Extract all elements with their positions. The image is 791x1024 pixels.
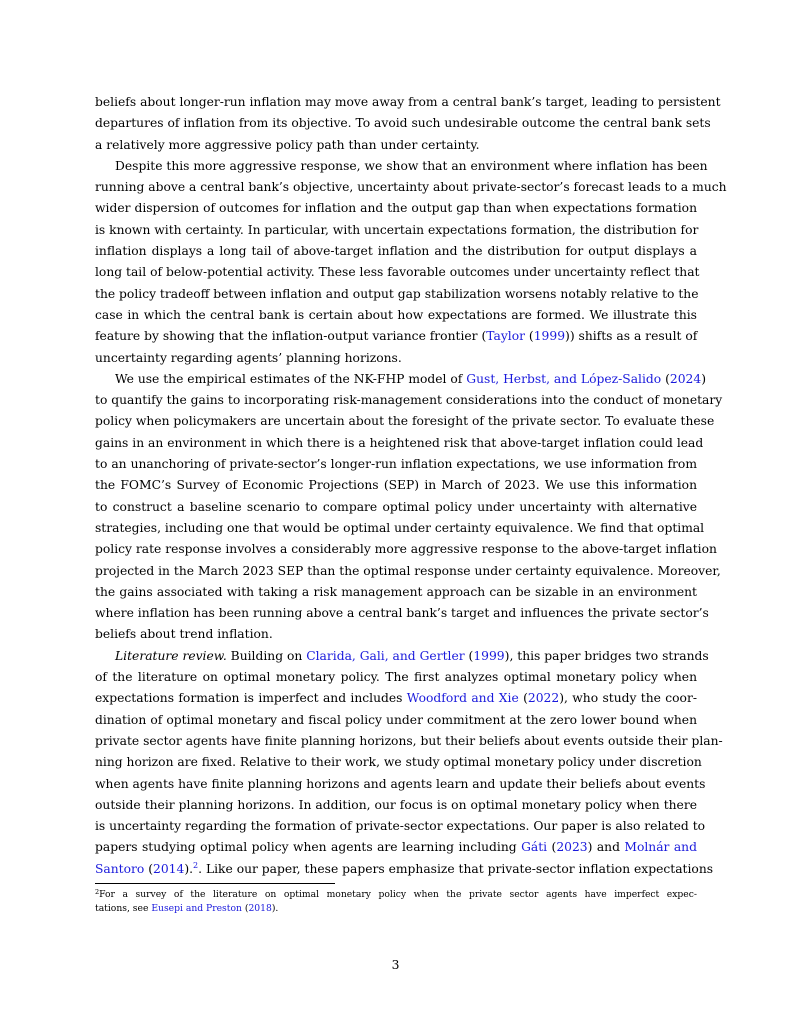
citation-gati-link[interactable]: Gáti bbox=[521, 840, 548, 855]
text-line: feature by showing that the inflation-output variance frontier (Taylor (1999)) shifts as a result of bbox=[95, 329, 698, 344]
text-line: papers studying optimal policy when agents are learning including Gáti (2023) and Molnár and bbox=[95, 840, 697, 855]
text-line: Despite this more aggressive response, we show that an environment where inflation has been bbox=[115, 158, 708, 173]
text-line: beliefs about longer-run inflation may move away from a central bank’s target, leading to persistent bbox=[95, 95, 721, 109]
body-text bbox=[95, 92, 727, 880]
citation-woodford-link[interactable]: Woodford and Xie bbox=[406, 691, 519, 706]
text-line: beliefs about trend inflation. bbox=[95, 627, 273, 642]
text-line: where inflation has been running above a central bank’s target and influences the private sector’s bbox=[95, 606, 709, 621]
text-line: projected in the March 2023 SEP than the optimal response under certainty equivalence. Moreover, bbox=[95, 563, 721, 578]
text-line: the FOMC’s Survey of Economic Projections (SEP) in March of 2023. We use this information bbox=[95, 478, 697, 493]
text-line: outside their planning horizons. In addition, our focus is on optimal monetary policy when there bbox=[95, 797, 697, 812]
paragraph-1 bbox=[95, 92, 721, 156]
footnote-line bbox=[95, 888, 697, 902]
footnote-2 bbox=[95, 888, 697, 917]
text-line: Literature review. Building on Clarida, Gali, and Gertler (1999), this paper bridges two strands bbox=[115, 648, 709, 663]
citation-molnar-link[interactable]: Molnár and bbox=[624, 840, 697, 855]
citation-clarida-year-link[interactable]: 1999 bbox=[473, 648, 505, 663]
text-fragment: Building on bbox=[226, 648, 307, 663]
text-line: uncertainty regarding agents’ planning horizons. bbox=[95, 350, 402, 365]
text-line: the gains associated with taking a risk management approach can be sizable in an environment bbox=[95, 584, 697, 599]
text-line: departures of inflation from its objective. To avoid such undesirable outcome the central bank sets bbox=[95, 116, 711, 131]
text-line: is uncertainty regarding the formation of private-sector expectations. Our paper is also related to bbox=[95, 819, 706, 834]
text-fragment: papers studying optimal policy when agents are learning including bbox=[95, 840, 522, 855]
text-line: gains in an environment in which there is a heightened risk that above-target inflation could lead bbox=[95, 435, 704, 450]
footnote-rule bbox=[95, 883, 335, 884]
text-fragment: tations, see bbox=[95, 903, 152, 915]
text-line: when agents have finite planning horizons and agents learn and update their beliefs about events bbox=[95, 776, 706, 791]
text-fragment: For a survey of the literature on optimal monetary policy when the private sector agents have imperfect expec- bbox=[99, 889, 697, 900]
text-line: to an unanchoring of private-sector’s longer-run inflation expectations, we use information from bbox=[95, 457, 697, 472]
text-line: Santoro (2014).$^2$. Like our paper, these papers emphasize that private-sector inflation expectations bbox=[95, 860, 714, 876]
citation-gati-year-link[interactable]: 2023 bbox=[556, 840, 588, 855]
paragraph-4 bbox=[95, 646, 723, 880]
text-fragment: , this paper bridges two strands bbox=[509, 648, 709, 663]
footnote-mark: 2 bbox=[95, 888, 100, 896]
citation-woodford-year-link[interactable]: 2022 bbox=[527, 691, 560, 706]
citation-molnar-year-link[interactable]: 2014 bbox=[153, 861, 185, 876]
text-line: of the literature on optimal monetary policy. The first analyzes optimal monetary policy when bbox=[95, 670, 697, 685]
text-fragment: . Like our paper, these papers emphasize that private-sector inflation expectations bbox=[198, 861, 714, 876]
text-line: strategies, including one that would be optimal under certainty equivalence. We find that optimal bbox=[95, 520, 705, 535]
text-line: the policy tradeoff between inflation and output gap stabilization worsens notably relative to the bbox=[95, 286, 699, 301]
citation-santoro-link[interactable]: Santoro bbox=[95, 861, 145, 876]
text-line: to quantify the gains to incorporating risk-management considerations into the conduct of monetary bbox=[95, 393, 723, 408]
text-line: We use the empirical estimates of the NK-FHP model of Gust, Herbst, and López-Salido (2024) bbox=[115, 371, 707, 386]
text-line: wider dispersion of outcomes for inflation and the output gap than when expectations formation bbox=[95, 201, 697, 216]
text-line: running above a central bank’s objective, uncertainty about private-sector’s forecast leads to a much bbox=[95, 180, 727, 195]
citation-taylor-year-link[interactable]: 1999 bbox=[533, 329, 566, 344]
citation-eusepi-year-link[interactable]: 2018 bbox=[248, 903, 272, 915]
text-fragment: and bbox=[592, 840, 625, 855]
text-line: is known with certainty. In particular, with uncertain expectations formation, the distribution for bbox=[95, 222, 699, 237]
text-line: policy when policymakers are uncertain about the foresight of the private sector. To evaluate these bbox=[95, 414, 715, 429]
page-number: 3 bbox=[391, 958, 400, 972]
citation-gust-link[interactable]: Gust, Herbst, and López-Salido bbox=[466, 371, 662, 386]
text-line: expectations formation is imperfect and includes Woodford and Xie (2022), who study the coor- bbox=[95, 691, 697, 706]
text-fragment: We use the empirical estimates of the NK-FHP model of bbox=[115, 371, 467, 386]
paragraph-2 bbox=[95, 156, 727, 369]
footnote-2-marker-link[interactable]: 2 bbox=[193, 860, 199, 870]
text-line: ning horizon are fixed. Relative to their work, we study optimal monetary policy under discretion bbox=[95, 755, 702, 770]
citation-taylor-link[interactable]: Taylor bbox=[486, 329, 525, 344]
text-line: a relatively more aggressive policy path than under certainty. bbox=[95, 137, 480, 152]
text-line: policy rate response involves a considerably more aggressive response to the above-target inflation bbox=[95, 542, 717, 557]
citation-gust-year-link[interactable]: 2024 bbox=[669, 371, 702, 386]
citation-eusepi-link[interactable]: Eusepi and Preston bbox=[151, 903, 242, 915]
text-line: dination of optimal monetary and fiscal policy under commitment at the zero lower bound when bbox=[95, 712, 697, 727]
text-fragment: feature by showing that the inflation-output variance frontier ( bbox=[95, 329, 487, 344]
text-line: to construct a baseline scenario to compare optimal policy under uncertainty with alternative bbox=[95, 499, 697, 514]
citation-clarida-link[interactable]: Clarida, Gali, and Gertler bbox=[306, 648, 465, 663]
text-line: private sector agents have finite planning horizons, but their beliefs about events outside their plan- bbox=[95, 733, 723, 748]
text-fragment: . bbox=[275, 903, 279, 915]
text-fragment: , who study the coor- bbox=[564, 691, 697, 706]
text-fragment: expectations formation is imperfect and includes bbox=[95, 691, 407, 706]
text-line: long tail of below-potential activity. These less favorable outcomes under uncertainty reflect that bbox=[95, 265, 700, 280]
text-line: inflation displays a long tail of above-target inflation and the distribution for output displays a bbox=[95, 244, 697, 259]
text-line: case in which the central bank is certain about how expectations are formed. We illustrate this bbox=[95, 307, 697, 322]
footnote-line: tations, see Eusepi and Preston (2018). bbox=[95, 903, 279, 915]
literature-review-heading: Literature review. bbox=[115, 648, 227, 663]
paragraph-3 bbox=[95, 369, 723, 646]
text-fragment: )) shifts as a result of bbox=[565, 329, 698, 344]
